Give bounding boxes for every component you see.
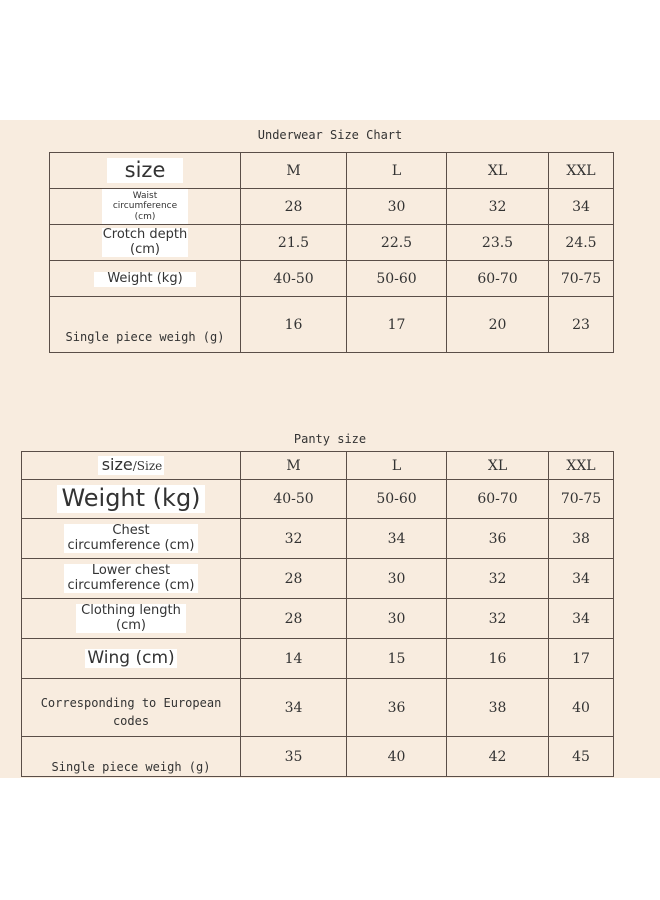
panty-chart-title: Panty size bbox=[293, 432, 367, 446]
row-label: Chest circumference (cm) bbox=[64, 524, 198, 554]
row-label: Weight (kg) bbox=[57, 485, 204, 513]
row-label: Single piece weigh (g) bbox=[51, 760, 211, 774]
cell: 32 bbox=[447, 189, 549, 225]
cell: 45 bbox=[549, 737, 614, 777]
label-cell bbox=[22, 519, 241, 559]
underwear-size-table bbox=[49, 152, 614, 353]
row-label: Lower chest circumference (cm) bbox=[64, 564, 198, 594]
cell: 16 bbox=[241, 297, 347, 353]
panty-size-table bbox=[21, 451, 614, 777]
cell: 32 bbox=[447, 559, 549, 599]
cell: 30 bbox=[347, 599, 447, 639]
row-label: Corresponding to European codes bbox=[40, 695, 222, 728]
header-label-cell bbox=[50, 153, 241, 189]
cell: 28 bbox=[241, 189, 347, 225]
cell: 24.5 bbox=[549, 225, 614, 261]
cell: 60-70 bbox=[447, 480, 549, 519]
cell: 50-60 bbox=[347, 261, 447, 297]
cell: 70-75 bbox=[549, 480, 614, 519]
cell: 42 bbox=[447, 737, 549, 777]
cell: 28 bbox=[241, 599, 347, 639]
label-cell bbox=[50, 261, 241, 297]
label-cell bbox=[22, 679, 241, 737]
size-xxl: XXL bbox=[549, 153, 614, 189]
size-label: size bbox=[101, 455, 133, 475]
table-row bbox=[22, 639, 614, 679]
cell: 60-70 bbox=[447, 261, 549, 297]
cell: 34 bbox=[241, 679, 347, 737]
cell: 70-75 bbox=[549, 261, 614, 297]
underwear-chart-title: Underwear Size Chart bbox=[257, 128, 403, 142]
size-l: L bbox=[347, 153, 447, 189]
header-row bbox=[22, 452, 614, 480]
row-label: Single piece weigh (g) bbox=[65, 330, 225, 345]
table-row bbox=[22, 599, 614, 639]
cell: 40-50 bbox=[241, 480, 347, 519]
cell: 34 bbox=[549, 559, 614, 599]
table-row bbox=[50, 261, 614, 297]
cell: 30 bbox=[347, 559, 447, 599]
cell: 30 bbox=[347, 189, 447, 225]
size-xl: XL bbox=[447, 153, 549, 189]
label-cell bbox=[22, 639, 241, 679]
row-label: Crotch depth (cm) bbox=[102, 226, 188, 257]
size-l: L bbox=[347, 452, 447, 480]
table-row bbox=[50, 189, 614, 225]
size-xl: XL bbox=[447, 452, 549, 480]
cell: 35 bbox=[241, 737, 347, 777]
cell: 17 bbox=[549, 639, 614, 679]
row-label: Clothing length (cm) bbox=[76, 604, 186, 634]
label-cell bbox=[22, 452, 241, 480]
cell: 34 bbox=[347, 519, 447, 559]
cell: 22.5 bbox=[347, 225, 447, 261]
cell: 34 bbox=[549, 189, 614, 225]
size-m: M bbox=[241, 452, 347, 480]
cell: 21.5 bbox=[241, 225, 347, 261]
cell: 17 bbox=[347, 297, 447, 353]
row-label: Wing (cm) bbox=[87, 647, 175, 668]
label-cell bbox=[22, 737, 241, 777]
cell: 38 bbox=[447, 679, 549, 737]
cell: 40 bbox=[347, 737, 447, 777]
size-label: size bbox=[107, 158, 184, 182]
cell: 15 bbox=[347, 639, 447, 679]
cell: 16 bbox=[447, 639, 549, 679]
header-row bbox=[50, 153, 614, 189]
label-cell bbox=[22, 559, 241, 599]
label-cell bbox=[50, 297, 241, 353]
cell: 34 bbox=[549, 599, 614, 639]
label-cell bbox=[50, 189, 241, 225]
table-row bbox=[50, 225, 614, 261]
cell: 23.5 bbox=[447, 225, 549, 261]
label-cell bbox=[22, 599, 241, 639]
table-row bbox=[22, 559, 614, 599]
cell: 20 bbox=[447, 297, 549, 353]
cell: 14 bbox=[241, 639, 347, 679]
cell: 50-60 bbox=[347, 480, 447, 519]
size-xxl: XXL bbox=[549, 452, 614, 480]
cell: 36 bbox=[347, 679, 447, 737]
table-row bbox=[22, 480, 614, 519]
table-row bbox=[22, 737, 614, 777]
row-label: Weight (kg) bbox=[94, 272, 196, 287]
table-row bbox=[22, 519, 614, 559]
table-row bbox=[50, 297, 614, 353]
size-label-alt: /Size bbox=[132, 459, 163, 474]
cell: 38 bbox=[549, 519, 614, 559]
cell: 32 bbox=[447, 599, 549, 639]
row-label: Waist circumference (cm) bbox=[102, 189, 188, 224]
label-cell bbox=[22, 480, 241, 519]
table-row bbox=[22, 679, 614, 737]
size-m: M bbox=[241, 153, 347, 189]
cell: 32 bbox=[241, 519, 347, 559]
cell: 40 bbox=[549, 679, 614, 737]
cell: 23 bbox=[549, 297, 614, 353]
label-cell bbox=[50, 225, 241, 261]
cell: 40-50 bbox=[241, 261, 347, 297]
cell: 28 bbox=[241, 559, 347, 599]
cell: 36 bbox=[447, 519, 549, 559]
